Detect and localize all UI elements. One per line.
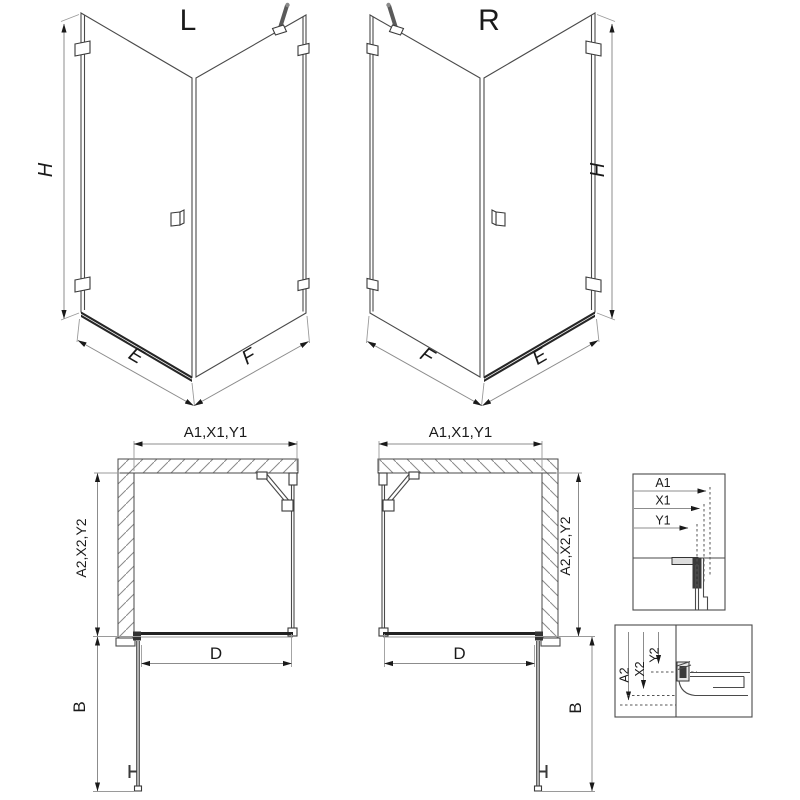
dim-label-height-left: H [35, 162, 57, 178]
dim-label-d-left: D [209, 644, 223, 663]
dim-label-b-left: B [70, 701, 89, 713]
dim-label-b-right: B [566, 702, 585, 714]
shower-tray-rim [679, 681, 748, 696]
view-label-right: R [478, 4, 500, 37]
dim-label-height-right: H [587, 162, 609, 178]
dim-label-a2-right: A2,X2,Y2 [557, 516, 573, 576]
detail-bottom-tray-section [615, 625, 752, 717]
dim-label-a1-right: A1,X1,Y1 [428, 424, 493, 441]
enclosure-3d-right [367, 3, 616, 406]
enclosure-3d-left [61, 3, 310, 406]
perspective-view-right [367, 3, 616, 406]
dim-label-a2-left: A2,X2,Y2 [73, 518, 89, 578]
detail-label-a2: A2 [617, 667, 632, 683]
detail-top-wall-junction [633, 474, 725, 610]
detail-label-x2: X2 [633, 661, 647, 677]
dim-label-e-left: E [124, 342, 148, 369]
plan-view-left [70, 424, 298, 792]
glass-clamp [693, 558, 702, 589]
detail-label-a1: A1 [655, 476, 671, 490]
detail-label-x1: X1 [655, 493, 671, 508]
view-label-left: L [179, 4, 197, 37]
dim-label-a1-left: A1,X1,Y1 [183, 424, 248, 441]
dim-label-f-left: F [238, 344, 260, 370]
dim-label-e-right: E [528, 343, 552, 370]
detail-label-y1: Y1 [655, 513, 671, 528]
dim-label-f-right: F [416, 343, 438, 369]
dim-label-d-right: D [453, 644, 466, 663]
detail-label-y2: Y2 [647, 647, 662, 663]
plan-body-left [94, 441, 298, 791]
plan-body-right [378, 441, 582, 791]
perspective-view-left [35, 3, 310, 406]
plan-view-right [378, 424, 595, 792]
